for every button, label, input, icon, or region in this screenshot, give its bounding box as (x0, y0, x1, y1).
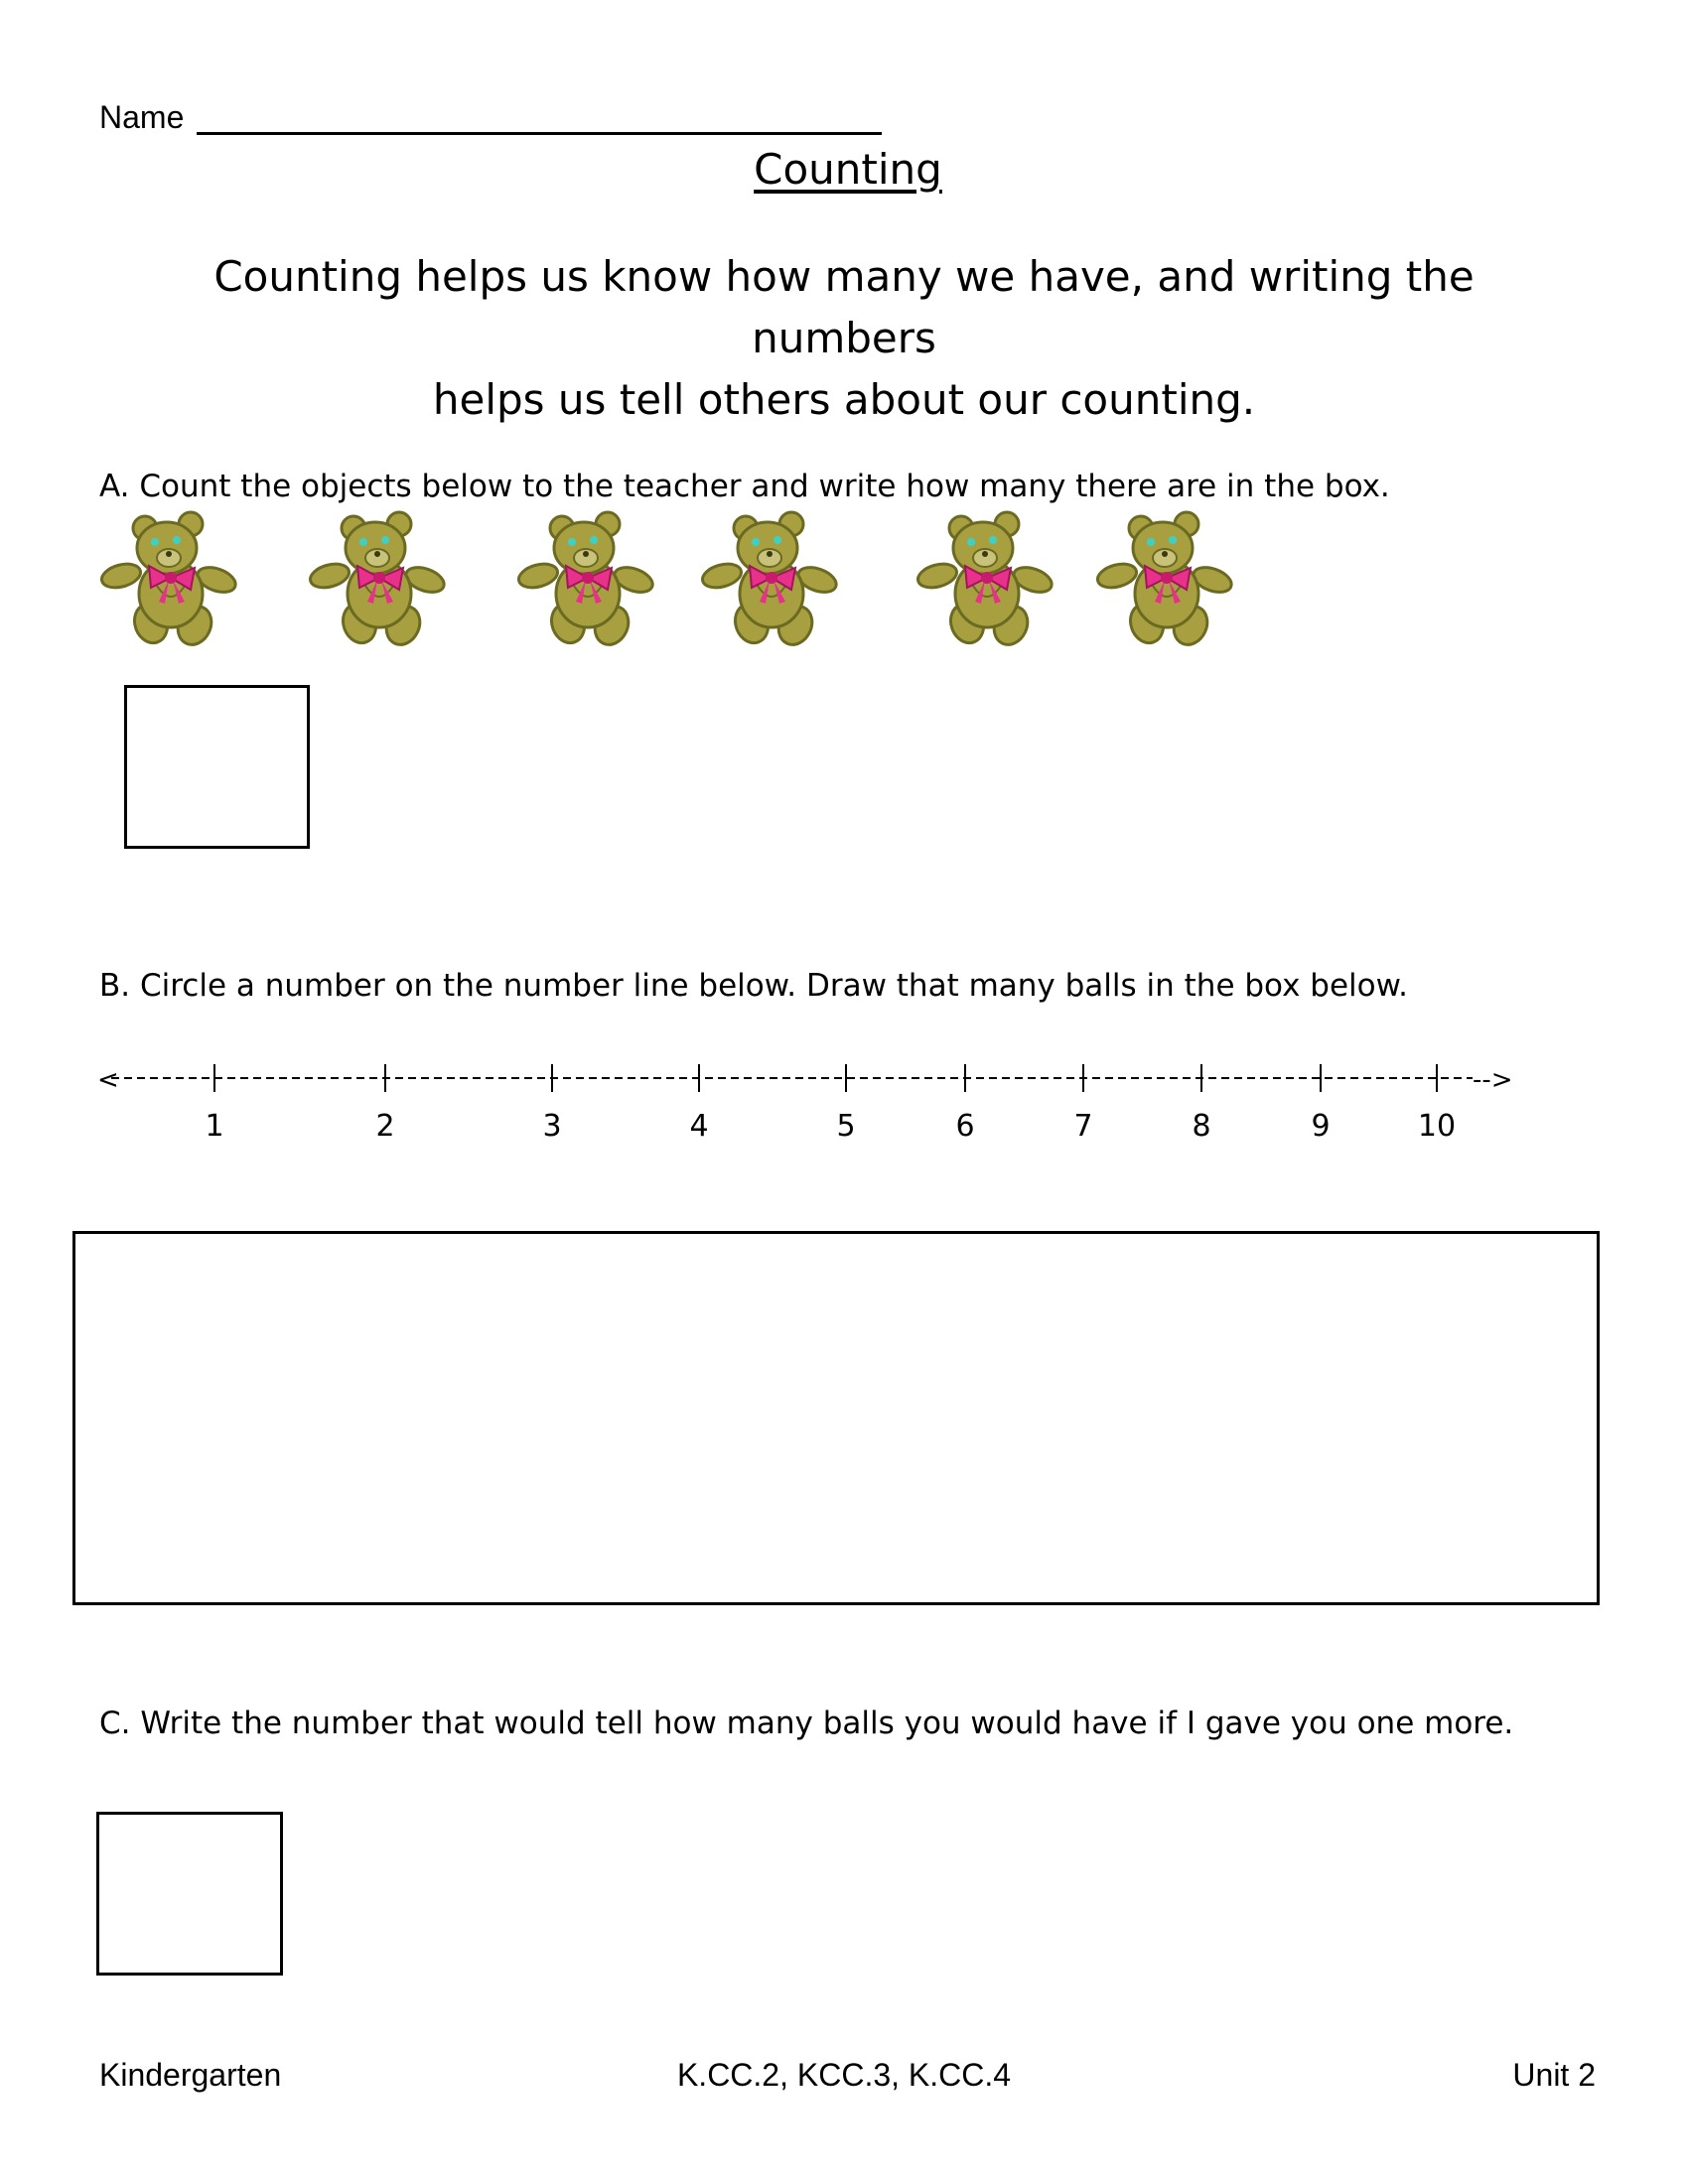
number-line-label-2[interactable]: 2 (375, 1109, 395, 1144)
number-line-label-5[interactable]: 5 (836, 1109, 856, 1144)
teddy-bear-icon (516, 506, 655, 647)
number-line-right-arrow: --> (1473, 1065, 1513, 1095)
answer-box-a[interactable] (124, 685, 310, 849)
number-line-label-9[interactable]: 9 (1311, 1109, 1331, 1144)
intro-line-1: Counting helps us know how many we have, and writing the numbers (213, 252, 1475, 362)
teddy-bear-icon (915, 506, 1055, 647)
intro-text (119, 246, 1569, 431)
teddy-bear-icon (700, 506, 839, 647)
number-line-label-10[interactable]: 10 (1417, 1109, 1457, 1144)
name-field[interactable] (197, 132, 882, 135)
teddy-bear-icon (1095, 506, 1234, 647)
drawing-box-b[interactable] (72, 1231, 1600, 1605)
teddy-bear-icon (308, 506, 447, 647)
intro-line-2: helps us tell others about our counting. (432, 375, 1256, 424)
number-line-label-1[interactable]: 1 (205, 1109, 224, 1144)
name-label: Name (99, 99, 185, 135)
number-line-label-6[interactable]: 6 (955, 1109, 975, 1144)
number-line-label-7[interactable]: 7 (1073, 1109, 1093, 1144)
footer-unit: Unit 2 (1512, 2057, 1596, 2093)
number-line (97, 1058, 1513, 1158)
question-b-instruction: B. Circle a number on the number line below. Draw that many balls in the box below. (99, 968, 1408, 1004)
footer-standards: K.CC.2, KCC.3, K.CC.4 (676, 2057, 1012, 2093)
question-c-instruction: C. Write the number that would tell how many balls you would have if I gave you one more. (99, 1706, 1514, 1741)
number-line-label-3[interactable]: 3 (542, 1109, 562, 1144)
number-line-label-4[interactable]: 4 (689, 1109, 709, 1144)
page-title: Counting (754, 145, 942, 194)
number-line-label-8[interactable]: 8 (1192, 1109, 1211, 1144)
teddy-bear-icon (99, 506, 238, 647)
question-a-instruction: A. Count the objects below to the teacher and write how many there are in the box. (99, 469, 1390, 504)
answer-box-c[interactable] (96, 1812, 283, 1976)
footer-grade: Kindergarten (99, 2057, 282, 2093)
number-line-left-arrow: < (97, 1065, 119, 1095)
